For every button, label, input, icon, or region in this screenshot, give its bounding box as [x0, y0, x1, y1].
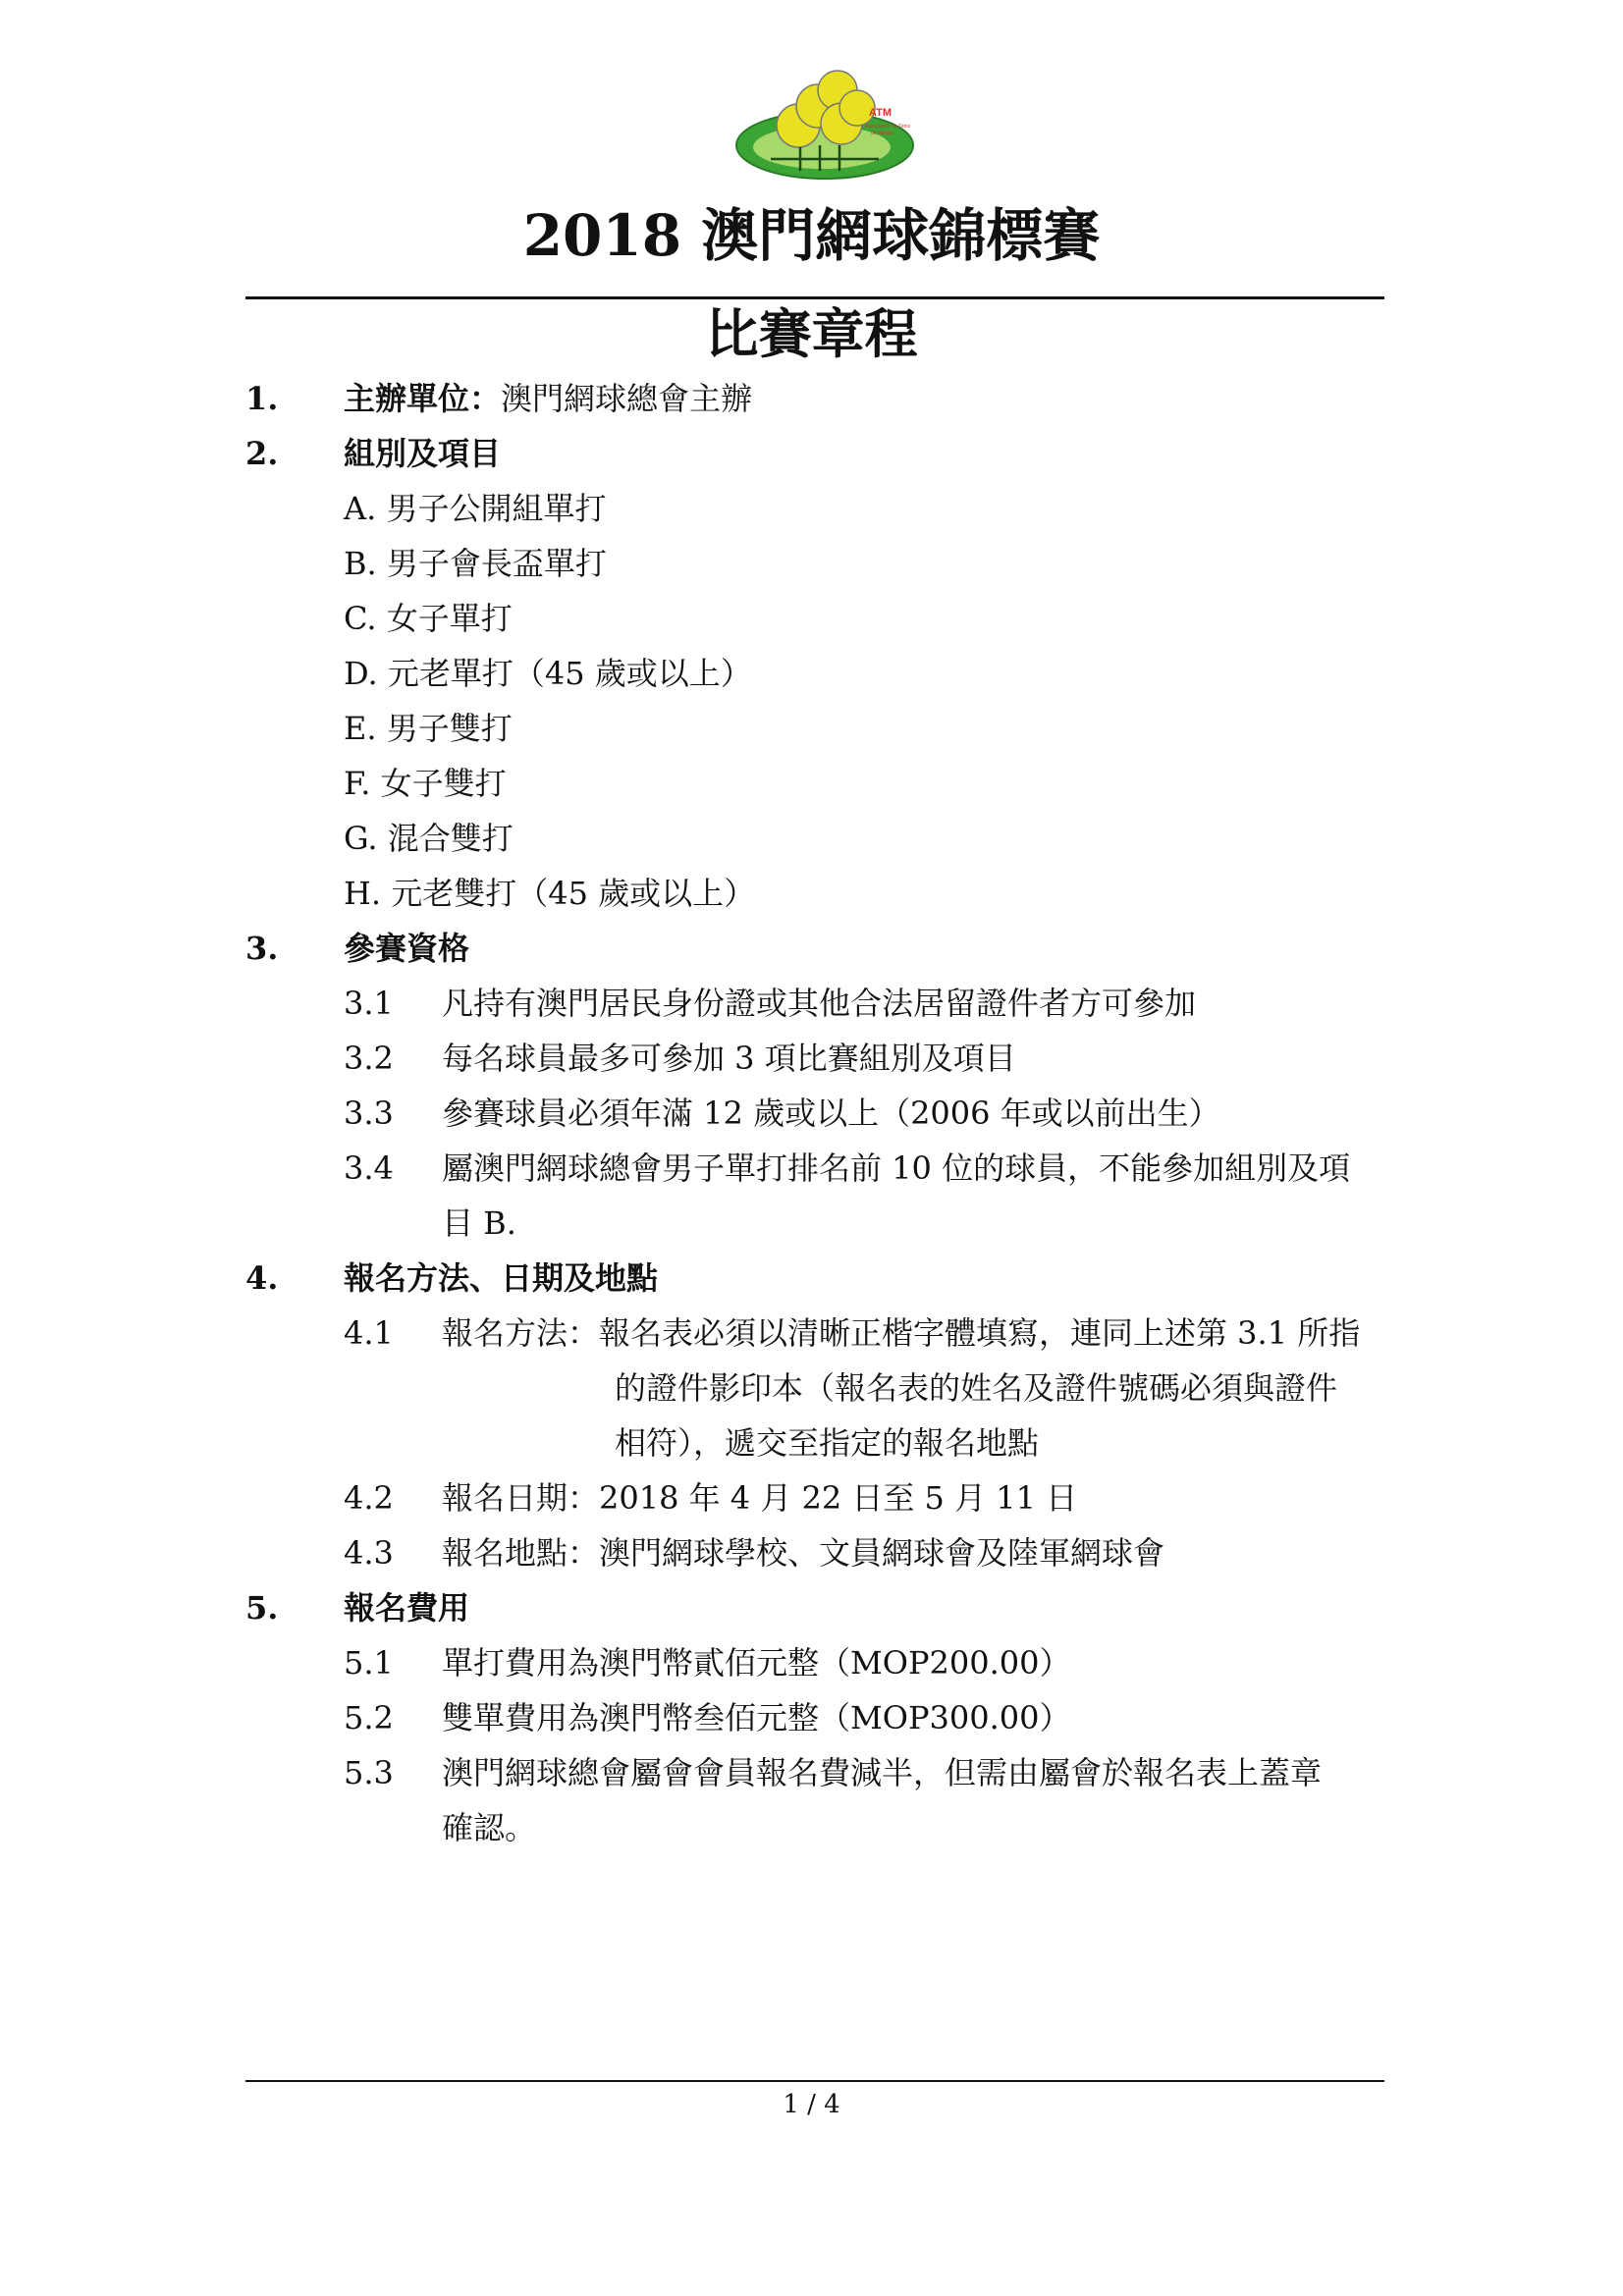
clause-continuation	[245, 1415, 1384, 1470]
document-title: 2018 澳門網球錦標賽	[522, 202, 1101, 269]
clause	[245, 1306, 1384, 1361]
clause-text: 單打費用為澳門幣貳佰元整（MOP200.00）	[442, 1644, 1071, 1682]
clause	[245, 1690, 1384, 1745]
clause	[245, 1031, 1384, 1086]
clause-text: 報名方法：報名表必須以清晰正楷字體填寫，連同上述第 3.1 所指	[442, 1314, 1361, 1352]
list-item: E. 男子雙打	[344, 710, 513, 747]
section-number: 4.	[245, 1259, 279, 1297]
section-title: 報名費用	[344, 1589, 470, 1627]
section-heading	[245, 921, 1384, 976]
section-heading	[245, 426, 1384, 481]
clause-text: 目 B.	[442, 1204, 516, 1242]
section-title: 報名方法、日期及地點	[344, 1259, 659, 1297]
association-logo	[731, 69, 918, 182]
section-number: 5.	[245, 1589, 279, 1627]
clause-number: 3.4	[344, 1149, 394, 1187]
page-number: 1 / 4	[783, 2090, 840, 2119]
section-heading	[245, 1251, 1384, 1306]
section-title: 主辦單位：澳門網球總會主辦	[344, 380, 753, 417]
clause-text: 澳門網球總會屬會會員報名費減半，但需由屬會於報名表上蓋章	[442, 1754, 1323, 1791]
clause-text: 相符），遞交至指定的報名地點	[615, 1424, 1040, 1462]
clause-continuation	[245, 1196, 1384, 1251]
clause-continuation	[245, 1800, 1384, 1855]
section-number: 2.	[245, 435, 279, 472]
clause-number: 3.3	[344, 1095, 394, 1132]
clause-continuation	[245, 1361, 1384, 1415]
document-subtitle: 比賽章程	[705, 302, 918, 365]
clause	[245, 1086, 1384, 1141]
section-title: 參賽資格	[344, 930, 470, 967]
clause-text: 凡持有澳門居民身份證或其他合法居留證件者方可參加	[442, 985, 1197, 1022]
section-title: 組別及項目	[344, 435, 502, 472]
clause	[245, 1525, 1384, 1580]
clause-number: 5.3	[344, 1754, 394, 1791]
clause	[245, 1745, 1384, 1800]
list-item: B. 男子會長盃單打	[344, 545, 607, 582]
clause-text: 每名球員最多可參加 3 項比賽組別及項目	[442, 1040, 1016, 1077]
clause-number: 4.1	[344, 1314, 394, 1352]
clause	[245, 1141, 1384, 1196]
list-item: D. 元老單打（45 歲或以上）	[344, 655, 752, 692]
clause-text: 的證件影印本（報名表的姓名及證件號碼必須與證件	[615, 1369, 1338, 1407]
clause-text: 確認。	[442, 1809, 537, 1846]
section-heading	[245, 371, 1384, 426]
svg-text:Associação de Ténis: Associação de Ténis	[865, 124, 911, 130]
section-heading	[245, 1580, 1384, 1635]
footer-divider	[245, 2080, 1384, 2082]
svg-text:de Macau: de Macau	[871, 131, 893, 136]
clause-number: 4.2	[344, 1479, 394, 1517]
section-detail: 澳門網球總會主辦	[501, 380, 753, 417]
clause-text: 報名日期：2018 年 4 月 22 日至 5 月 11 日	[442, 1479, 1078, 1517]
list-item: G. 混合雙打	[344, 820, 514, 857]
clause-number: 4.3	[344, 1534, 394, 1572]
clause	[245, 976, 1384, 1031]
list-item: F. 女子雙打	[344, 765, 507, 802]
svg-text:ATM: ATM	[869, 107, 893, 119]
clause-text: 參賽球員必須年滿 12 歲或以上（2006 年或以前出生）	[442, 1095, 1220, 1132]
clause-number: 3.1	[344, 985, 394, 1022]
section-number: 1.	[245, 380, 279, 417]
clause-number: 5.2	[344, 1699, 394, 1736]
list-item: H. 元老雙打（45 歲或以上）	[344, 875, 756, 912]
clause-number: 5.1	[344, 1644, 394, 1682]
clause-number: 3.2	[344, 1040, 394, 1077]
list-item: A. 男子公開組單打	[344, 490, 607, 527]
clause	[245, 1470, 1384, 1525]
clause-text: 報名地點：澳門網球學校、文員網球會及陸軍網球會	[442, 1534, 1165, 1572]
regulations-body	[245, 371, 1384, 1855]
list-item: C. 女子單打	[344, 600, 513, 637]
clause	[245, 1635, 1384, 1690]
section-number: 3.	[245, 930, 279, 967]
clause-text: 雙單費用為澳門幣叁佰元整（MOP300.00）	[442, 1699, 1071, 1736]
clause-text: 屬澳門網球總會男子單打排名前 10 位的球員，不能參加組別及項	[442, 1149, 1351, 1187]
